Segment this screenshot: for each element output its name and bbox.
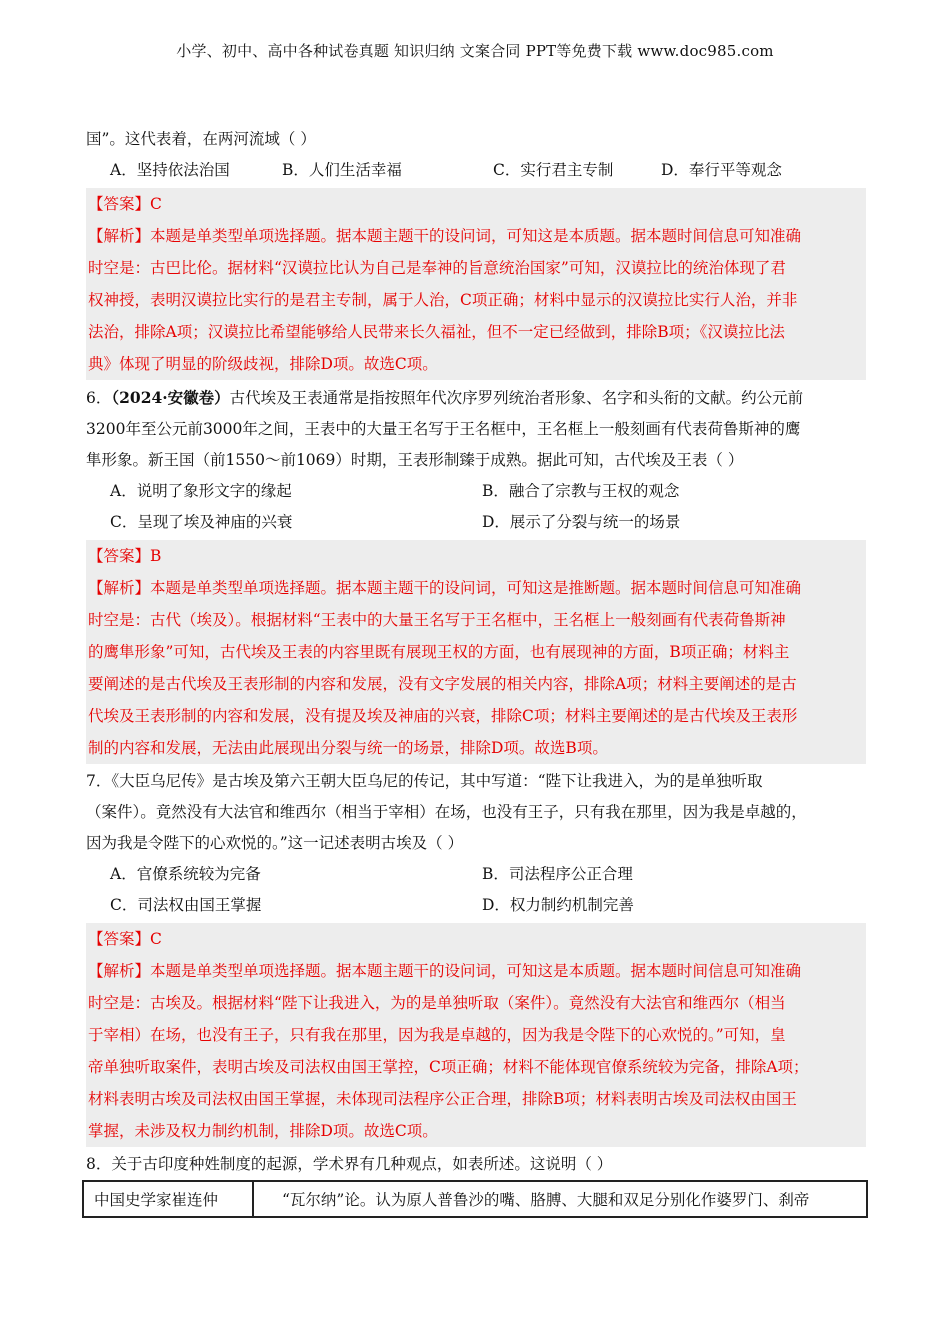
q6-analysis-line: 代埃及王表形制的内容和发展，没有提及埃及神庙的兴衰，排除C项；材料主要阐述的是古代埃及王表形 (88, 707, 798, 725)
q6-analysis-line: 【解析】本题是单类型单项选择题。据本题主题干的设问词，可知这是推断题。据本题时间信息可知准确 (88, 579, 802, 597)
q6-analysis-line: 的鹰隼形象”可知，古代埃及王表的内容里既有展现王权的方面，也有展现神的方面，B项正确；材料主 (88, 643, 790, 661)
q7-stem-line: 7．《大臣乌尼传》是古埃及第六王朝大臣乌尼的传记，其中写道：“陛下让我进入，为的是单独听取 (86, 772, 763, 790)
q6-stem-line: 隼形象。新王国（前1550～前1069）时期，王表形制臻于成熟。据此可知，古代埃及王表（ ） (86, 451, 744, 469)
q7-answer-block (86, 923, 866, 1147)
q7-analysis-line: 掌握，未涉及权力制约机制，排除D项。故选C项。 (88, 1122, 438, 1140)
document-body (86, 124, 866, 1180)
q6-answer: 【答案】B (88, 547, 162, 565)
q5-option-a: A．坚持依法治国 (110, 161, 230, 179)
table-row (83, 1181, 867, 1217)
q7-option-d: D．权力制约机制完善 (482, 896, 634, 914)
q6-stem-text: 古代埃及王表通常是指按照年代次序罗列统治者形象、名字和头衔的文献。约公元前 (229, 389, 804, 407)
q6-option-c: C．呈现了埃及神庙的兴衰 (110, 513, 293, 531)
q7-option-c: C．司法权由国王掌握 (110, 896, 262, 914)
q5-analysis-line: 【解析】本题是单类型单项选择题。据本题主题干的设问词，可知这是本质题。据本题时间信息可知准确 (88, 227, 802, 245)
q8-table (82, 1180, 868, 1218)
page-header: 小学、初中、高中各种试卷真题 知识归纳 文案合同 PPT等免费下载 www.doc985.com (176, 42, 774, 60)
q7-analysis-line: 帝单独听取案件，表明古埃及司法权由国王掌控，C项正确；材料不能体现官僚系统较为完备，排除A项； (88, 1058, 809, 1076)
q6-option-d: D．展示了分裂与统一的场景 (482, 513, 681, 531)
q7-stem-line: （案件）。竟然没有大法官和维西尔（相当于宰相）在场，也没有王子，只有我在那里，因为我是卓越的， (86, 803, 807, 821)
q6-option-b: B．融合了宗教与王权的观念 (482, 482, 680, 500)
q5-answer: 【答案】C (88, 195, 162, 213)
q5-answer-block (86, 188, 866, 380)
q6-options-row2 (86, 507, 866, 538)
q6-analysis-line: 时空是：古代（埃及）。根据材料“王表中的大量王名写于王名框中，王名框上一般刻画有代表荷鲁斯神 (88, 611, 786, 629)
q5-analysis-line: 权神授，表明汉谟拉比实行的是君主专制，属于人治，C项正确；材料中显示的汉谟拉比实行人治，并非 (88, 291, 798, 309)
q7-options-row1 (86, 859, 866, 890)
q7-option-a: A．官僚系统较为完备 (110, 865, 261, 883)
q6-analysis-line: 要阐述的是古代埃及王表形制的内容和发展，没有文字发展的相关内容，排除A项；材料主要阐述的是古 (88, 675, 797, 693)
q5-analysis-line: 典》体现了明显的阶级歧视，排除D项。故选C项。 (88, 355, 438, 373)
q6-option-a: A．说明了象形文字的缘起 (110, 482, 292, 500)
q5-option-c: C．实行君主专制 (493, 161, 614, 179)
q7-option-b: B．司法程序公正合理 (482, 865, 633, 883)
q6-stem-first (86, 382, 866, 414)
table-cell-view: “瓦尔纳”论。认为原人普鲁沙的嘴、胳膊、大腿和双足分别化作婆罗门、刹帝 (253, 1181, 867, 1217)
q5-option-b: B．人们生活幸福 (282, 161, 402, 179)
q7-analysis-line: 材料表明古埃及司法权由国王掌握，未体现司法程序公正合理，排除B项；材料表明古埃及司法权由国王 (88, 1090, 797, 1108)
q6-options-row1 (86, 476, 866, 507)
q6-source: （2024·安徽卷） (111, 388, 230, 407)
q7-analysis-line: 于宰相）在场，也没有王子，只有我在那里，因为我是卓越的，因为我是令陛下的心欢悦的。”可知，皇 (88, 1026, 786, 1044)
q5-stem: 国”。这代表着，在两河流域（ ） (86, 130, 316, 148)
q7-analysis-line: 【解析】本题是单类型单项选择题。据本题主题干的设问词，可知这是本质题。据本题时间信息可知准确 (88, 962, 802, 980)
q5-analysis-line: 法治，排除A项；汉谟拉比希望能够给人民带来长久福祉，但不一定已经做到，排除B项；《汉谟拉比法 (88, 323, 785, 341)
q7-analysis-line: 时空是：古埃及。根据材料“陛下让我进入，为的是单独听取（案件）。竟然没有大法官和维西尔（相当 (88, 994, 786, 1012)
q5-options (86, 155, 866, 186)
q6-analysis-line: 制的内容和发展，无法由此展现出分裂与统一的场景，排除D项。故选B项。 (88, 739, 608, 757)
q6-number: 6． (86, 389, 112, 407)
table-cell-scholar: 中国史学家崔连仲 (83, 1181, 253, 1217)
q7-answer: 【答案】C (88, 930, 162, 948)
q6-answer-block (86, 540, 866, 764)
q7-options-row2 (86, 890, 866, 921)
q5-option-d: D．奉行平等观念 (661, 161, 782, 179)
q5-analysis-line: 时空是：古巴比伦。据材料“汉谟拉比认为自己是奉神的旨意统治国家”可知，汉谟拉比的统治体现了君 (88, 259, 786, 277)
q8-stem: 8．关于古印度种姓制度的起源，学术界有几种观点，如表所述。这说明（ ） (86, 1155, 613, 1173)
q7-stem-line: 因为我是令陛下的心欢悦的。”这一记述表明古埃及（ ） (86, 834, 464, 852)
q6-stem-line: 3200年至公元前3000年之间，王表中的大量王名写于王名框中，王名框上一般刻画有代表荷鲁斯神的鹰 (86, 420, 801, 438)
